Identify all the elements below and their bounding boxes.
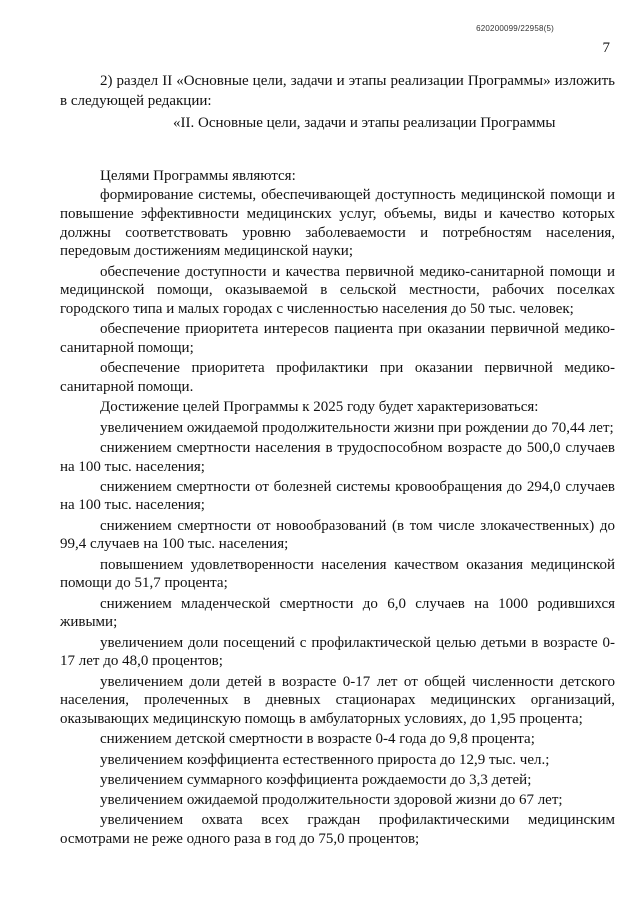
page-number: 7: [602, 40, 610, 56]
goals-header: Целями Программы являются:: [100, 168, 296, 184]
paragraph: снижением детской смертности в возрасте 0-4 года до 9,8 процента;: [100, 731, 535, 748]
paragraph: снижением смертности от болезней системы кровообращения до 294,0 случаев на 100 тыс. населения;: [60, 478, 615, 514]
paragraph: снижением младенческой смертности до 6,0 случаев на 1000 родившихся живыми;: [60, 595, 615, 631]
paragraph: формирование системы, обеспечивающей доступность медицинской помощи и повышение эффективности медицинских услуг, объемы, виды и качество которых должны соответствовать уровню заболеваемости и потребностям населения, передовым достижениям медицинской науки;: [60, 187, 615, 260]
paragraph: увеличением ожидаемой продолжительности жизни при рождении до 70,44 лет;: [100, 419, 614, 436]
paragraph: снижением смертности населения в трудоспособном возрасте до 500,0 случаев на 100 тыс. населения;: [60, 439, 615, 475]
paragraph: повышением удовлетворенности населения качеством оказания медицинской помощи до 51,7 процента;: [60, 556, 615, 592]
intro-paragraph: 2) раздел II «Основные цели, задачи и этапы реализации Программы» изложить в следующей редакции:: [60, 73, 615, 109]
paragraph: увеличением охвата всех граждан профилактическими медицинским осмотрами не реже одного раза в год до 75,0 процентов;: [60, 812, 615, 847]
paragraph: обеспечение приоритета профилактики при оказании первичной медико-санитарной помощи.: [60, 360, 615, 396]
paragraph: Достижение целей Программы к 2025 году будет характеризоваться:: [100, 399, 539, 416]
paragraph: увеличением доли детей в возрасте 0-17 лет от общей численности детского населения, пролеченных в дневных стационарах медицинских организаций, оказывающих медицинскую помощь в амбулаторных условиях, до 1,95 процента;: [60, 673, 615, 728]
paragraph: увеличением доли посещений с профилактической целью детьми в возрасте 0-17 лет до 48,0 процентов;: [60, 634, 615, 670]
paragraph: обеспечение приоритета интересов пациента при оказании первичной медико-санитарной помощи;: [60, 321, 615, 357]
paragraph: увеличением ожидаемой продолжительности здоровой жизни до 67 лет;: [100, 791, 563, 808]
document-id: 620200099/22958(5): [476, 24, 554, 33]
paragraph: обеспечение доступности и качества первичной медико-санитарной помощи и медицинской помощи, оказываемой в сельской местности, рабочих поселках городского типа и малых городах с численностью населения до 50 тыс. человек;: [60, 263, 615, 318]
paragraph: увеличением суммарного коэффициента рождаемости до 3,3 детей;: [100, 771, 532, 788]
paragraph: увеличением коэффициента естественного прироста до 12,9 тыс. чел.;: [100, 751, 550, 768]
section-heading: «II. Основные цели, задачи и этапы реализации Программы: [173, 115, 556, 131]
document-body: [60, 71, 615, 850]
paragraph: снижением смертности от новообразований (в том числе злокачественных) до 99,4 случаев на 100 тыс. населения;: [60, 517, 615, 553]
